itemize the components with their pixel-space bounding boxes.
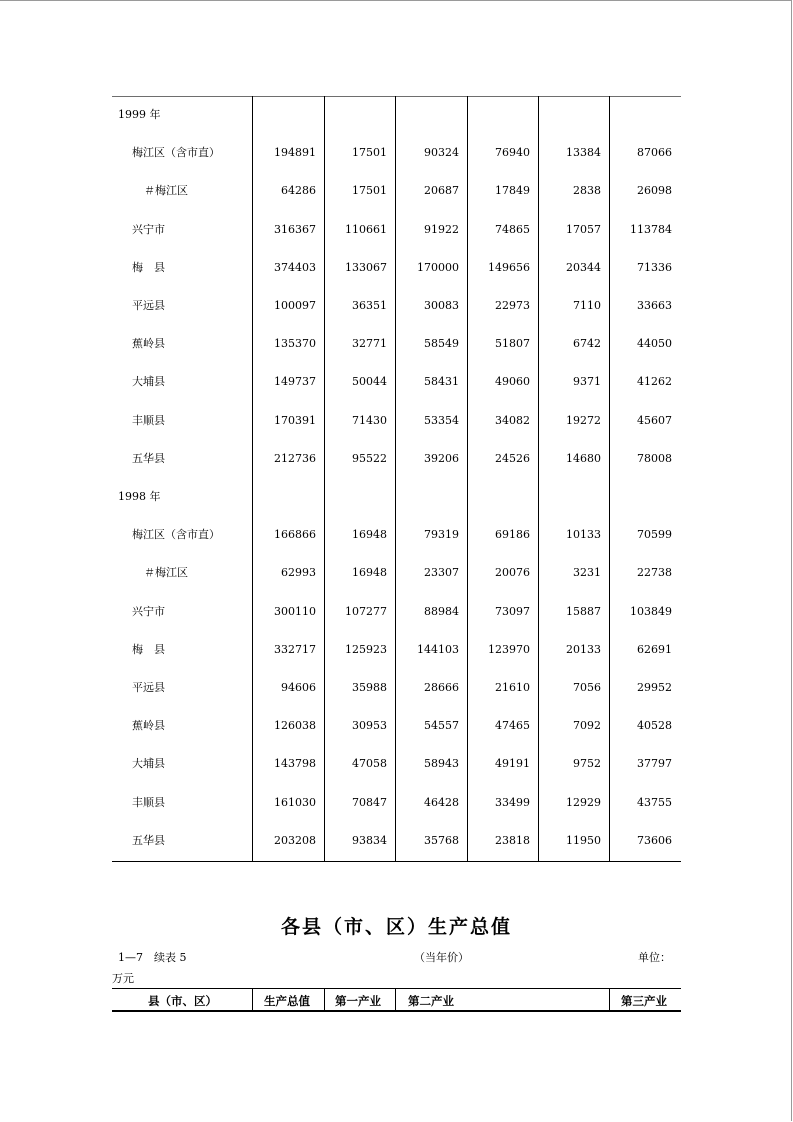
value-cell: 43755 (637, 795, 672, 809)
value-cell: 12929 (566, 795, 601, 809)
table-title: 各县（市、区）生产总值 (280, 916, 512, 938)
value-cell: 62993 (281, 566, 316, 580)
value-cell: 74865 (495, 222, 530, 236)
value-cell: 300110 (274, 604, 316, 618)
value-cell: 50044 (352, 375, 387, 389)
value-cell: 54557 (424, 719, 459, 733)
value-cell: 374403 (274, 260, 316, 274)
county-name: 平远县 (132, 299, 165, 312)
county-name: 丰顺县 (132, 413, 165, 427)
column-divider (538, 96, 539, 862)
price-basis: （当年价） (414, 951, 469, 964)
value-cell: 212736 (274, 451, 316, 465)
value-cell: 44050 (637, 337, 672, 351)
header-divider (609, 988, 610, 1012)
value-cell: 13384 (566, 146, 601, 160)
value-cell: 93834 (352, 833, 387, 847)
year-label: 1998 年 (118, 490, 161, 503)
column-divider (467, 96, 468, 862)
header-top-rule (112, 988, 681, 989)
county-name: 平远县 (132, 681, 165, 694)
value-cell: 79319 (424, 528, 459, 542)
value-cell: 95522 (352, 451, 387, 465)
county-name: 五华县 (132, 833, 165, 847)
county-name: 兴宁市 (132, 222, 165, 236)
value-cell: 30953 (352, 719, 387, 733)
value-cell: 3231 (573, 566, 601, 580)
value-cell: 126038 (274, 719, 316, 733)
county-name: 梅江区（含市直） (132, 146, 220, 160)
value-cell: 33499 (495, 795, 530, 809)
value-cell: 133067 (345, 260, 387, 274)
county-name: ＃梅江区 (144, 184, 188, 198)
value-cell: 76940 (495, 146, 530, 160)
value-cell: 22738 (637, 566, 672, 580)
value-cell: 88984 (424, 604, 459, 618)
header-divider (395, 988, 396, 1012)
value-cell: 6742 (573, 337, 601, 351)
county-name: 五华县 (132, 451, 165, 465)
value-cell: 17501 (352, 146, 387, 160)
value-cell: 19272 (566, 413, 601, 427)
unit-value: 万元 (112, 972, 134, 985)
value-cell: 35768 (424, 833, 459, 847)
value-cell: 20076 (495, 566, 530, 580)
value-cell: 51807 (495, 337, 530, 351)
value-cell: 37797 (637, 757, 672, 771)
value-cell: 29952 (637, 681, 672, 694)
value-cell: 143798 (274, 757, 316, 771)
year-label: 1999 年 (118, 108, 161, 121)
value-cell: 9752 (573, 757, 601, 771)
county-name: 梅 县 (132, 260, 165, 274)
header-primary: 第一产业 (335, 994, 381, 1008)
value-cell: 144103 (417, 642, 459, 656)
table-bottom-rule (112, 861, 681, 862)
county-name: 梅江区（含市直） (132, 528, 220, 542)
column-divider (395, 96, 396, 862)
value-cell: 41262 (637, 375, 672, 389)
county-name: 梅 县 (132, 642, 165, 656)
value-cell: 71430 (352, 413, 387, 427)
value-cell: 23307 (424, 566, 459, 580)
value-cell: 17501 (352, 184, 387, 198)
value-cell: 91922 (424, 222, 459, 236)
value-cell: 161030 (274, 795, 316, 809)
value-cell: 35988 (352, 681, 387, 694)
value-cell: 58549 (424, 337, 459, 351)
value-cell: 49060 (495, 375, 530, 389)
value-cell: 73606 (637, 833, 672, 847)
value-cell: 58431 (424, 375, 459, 389)
value-cell: 123970 (488, 642, 530, 656)
value-cell: 100097 (274, 299, 316, 312)
county-name: 蕉岭县 (132, 337, 165, 351)
value-cell: 20133 (566, 642, 601, 656)
value-cell: 33663 (637, 299, 672, 312)
value-cell: 94606 (281, 681, 316, 694)
value-cell: 23818 (495, 833, 530, 847)
value-cell: 107277 (345, 604, 387, 618)
value-cell: 149656 (488, 260, 530, 274)
value-cell: 17057 (566, 222, 601, 236)
value-cell: 15887 (566, 604, 601, 618)
value-cell: 103849 (630, 604, 672, 618)
value-cell: 316367 (274, 222, 316, 236)
value-cell: 71336 (637, 260, 672, 274)
header-bottom-rule (112, 1010, 681, 1012)
value-cell: 47058 (352, 757, 387, 771)
value-cell: 10133 (566, 528, 601, 542)
value-cell: 125923 (345, 642, 387, 656)
value-cell: 110661 (345, 222, 387, 236)
value-cell: 58943 (424, 757, 459, 771)
value-cell: 170000 (417, 260, 459, 274)
value-cell: 149737 (274, 375, 316, 389)
county-name: 兴宁市 (132, 604, 165, 618)
value-cell: 7056 (573, 681, 601, 694)
value-cell: 332717 (274, 642, 316, 656)
header-gdp: 生产总值 (264, 994, 310, 1008)
value-cell: 40528 (637, 719, 672, 733)
value-cell: 24526 (495, 451, 530, 465)
header-tertiary: 第三产业 (621, 994, 667, 1008)
unit-label: 单位： (638, 951, 671, 964)
table-header (112, 988, 681, 1012)
value-cell: 49191 (495, 757, 530, 771)
value-cell: 16948 (352, 566, 387, 580)
value-cell: 70847 (352, 795, 387, 809)
header-divider (252, 988, 253, 1012)
value-cell: 166866 (274, 528, 316, 542)
value-cell: 20687 (424, 184, 459, 198)
value-cell: 39206 (424, 451, 459, 465)
value-cell: 26098 (637, 184, 672, 198)
value-cell: 21610 (495, 681, 530, 694)
value-cell: 194891 (274, 146, 316, 160)
value-cell: 7110 (573, 299, 601, 312)
county-name: ＃梅江区 (144, 566, 188, 580)
value-cell: 2838 (573, 184, 601, 198)
value-cell: 22973 (495, 299, 530, 312)
column-divider (609, 96, 610, 862)
column-divider (252, 96, 253, 862)
value-cell: 20344 (566, 260, 601, 274)
header-secondary: 第二产业 (408, 994, 454, 1008)
column-divider (324, 96, 325, 862)
value-cell: 28666 (424, 681, 459, 694)
value-cell: 16948 (352, 528, 387, 542)
value-cell: 47465 (495, 719, 530, 733)
value-cell: 78008 (637, 451, 672, 465)
value-cell: 64286 (281, 184, 316, 198)
value-cell: 36351 (352, 299, 387, 312)
value-cell: 9371 (573, 375, 601, 389)
county-name: 大埔县 (132, 757, 165, 771)
value-cell: 34082 (495, 413, 530, 427)
value-cell: 87066 (637, 146, 672, 160)
value-cell: 46428 (424, 795, 459, 809)
value-cell: 32771 (352, 337, 387, 351)
value-cell: 73097 (495, 604, 530, 618)
header-divider (324, 988, 325, 1012)
value-cell: 11950 (566, 833, 601, 847)
value-cell: 30083 (424, 299, 459, 312)
value-cell: 45607 (637, 413, 672, 427)
value-cell: 14680 (566, 451, 601, 465)
data-table (112, 96, 681, 862)
value-cell: 7092 (573, 719, 601, 733)
value-cell: 170391 (274, 413, 316, 427)
table-number: 1—7 续表 5 (118, 951, 187, 964)
table-top-rule (112, 96, 681, 97)
county-name: 蕉岭县 (132, 719, 165, 733)
value-cell: 90324 (424, 146, 459, 160)
value-cell: 70599 (637, 528, 672, 542)
value-cell: 17849 (495, 184, 530, 198)
value-cell: 135370 (274, 337, 316, 351)
county-name: 大埔县 (132, 375, 165, 389)
value-cell: 53354 (424, 413, 459, 427)
value-cell: 113784 (630, 222, 672, 236)
value-cell: 203208 (274, 833, 316, 847)
header-county: 县（市、区） (148, 994, 217, 1008)
value-cell: 62691 (637, 642, 672, 656)
value-cell: 69186 (495, 528, 530, 542)
county-name: 丰顺县 (132, 795, 165, 809)
